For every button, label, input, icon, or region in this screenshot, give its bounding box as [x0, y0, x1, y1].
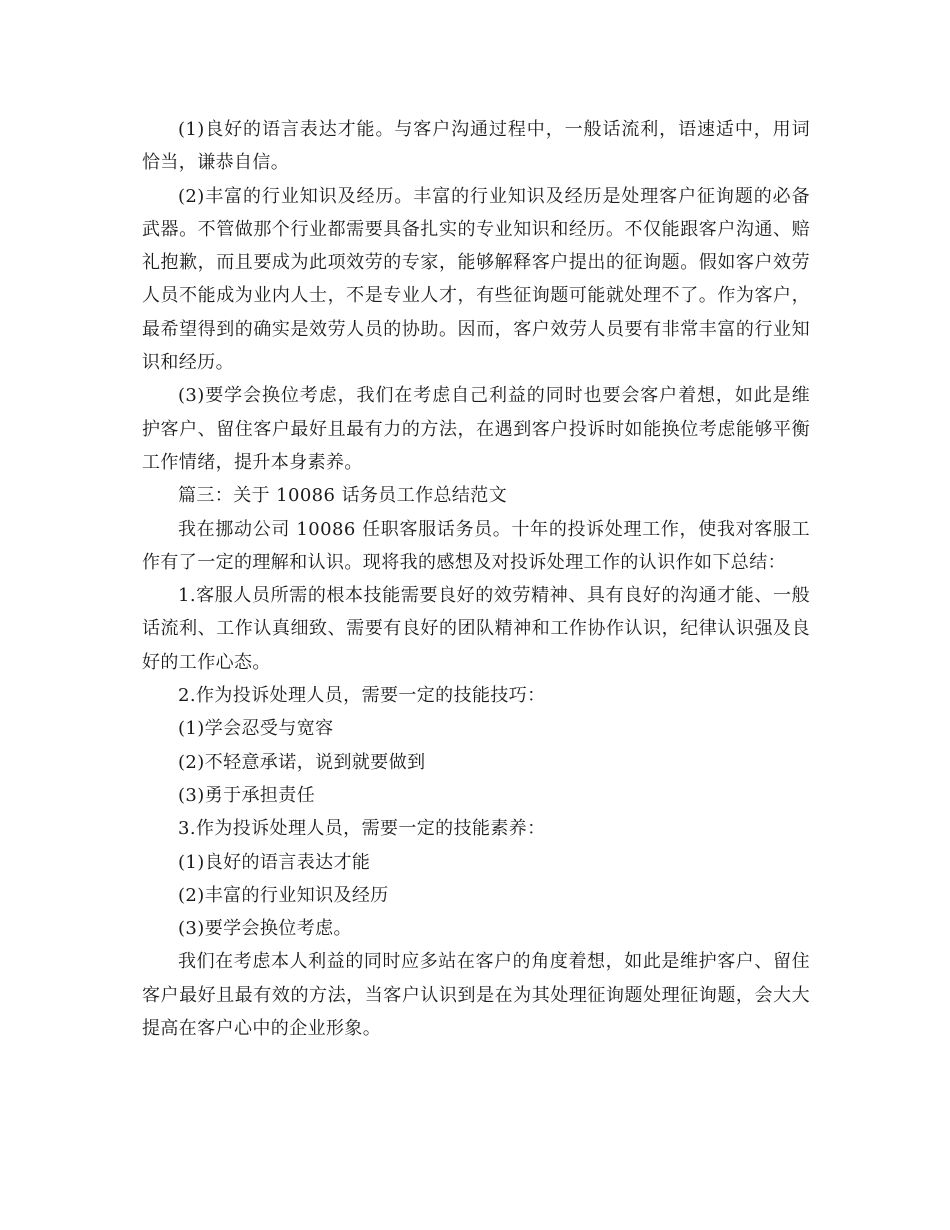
- list-item-responsibility: (3)勇于承担责任: [178, 784, 316, 806]
- paragraph-conclusion: 我们在考虑本人利益的同时应多站在客户的角度着想，如此是维护客户、留住客户最好且最有效的方法，当客户认识到是在为其处理征询题处理征询题，会大大提高在客户心中的企业形象。: [142, 951, 810, 1040]
- list-item-promise: (2)不轻意承诺，说到就要做到: [178, 751, 426, 773]
- document-body: [142, 113, 810, 1045]
- list-item-empathy: (3)要学会换位考虑。: [178, 918, 352, 940]
- paragraph-empathy: (3)要学会换位考虑，我们在考虑自己利益的同时也要会客户着想，如此是维护客户、留住客户最好且最有力的方法，在遇到客户投诉时如能换位考虑能够平衡工作情绪，提升本身素养。: [142, 385, 810, 473]
- paragraph-language-skill: (1)良好的语言表达才能。与客户沟通过程中，一般话流利，语速适中，用词恰当，谦恭自信。: [142, 119, 810, 174]
- paragraph-industry-knowledge: (2)丰富的行业知识及经历。丰富的行业知识及经历是处理客户征询题的必备武器。不管做那个行业都需要具备扎实的专业知识和经历。不仅能跟客户沟通、赔礼抱歉，而且要成为此项效劳的专家，能够解释客户提出的征询题。假如客户效劳人员不能成为业内人士，不是专业人才，有些征询题可能就处理不了。作为客户，最希望得到的确实是效劳人员的协助。因而，客户效劳人员要有非常丰富的行业知识和经历。: [142, 185, 810, 374]
- list-item-knowledge: (2)丰富的行业知识及经历: [178, 884, 389, 906]
- paragraph-basic-skills: 1.客服人员所需的根本技能需要良好的效劳精神、具有良好的沟通才能、一般话流利、工作认真细致、需要有良好的团队精神和工作协作认识，纪律认识强及良好的工作心态。: [142, 585, 810, 673]
- paragraph-techniques-heading: 2.作为投诉处理人员，需要一定的技能技巧：: [178, 685, 546, 707]
- paragraph-intro: 我在挪动公司 10086 任职客服话务员。十年的投诉处理工作，使我对客服工作有了一定的理解和认识。现将我的感想及对投诉处理工作的认识作如下总结：: [142, 518, 810, 573]
- list-item-language: (1)良好的语言表达才能: [178, 851, 371, 873]
- section-heading: 篇三：关于 10086 话务员工作总结范文: [178, 485, 508, 507]
- paragraph-qualities-heading: 3.作为投诉处理人员，需要一定的技能素养：: [178, 818, 546, 840]
- list-item-tolerance: (1)学会忍受与宽容: [178, 718, 334, 740]
